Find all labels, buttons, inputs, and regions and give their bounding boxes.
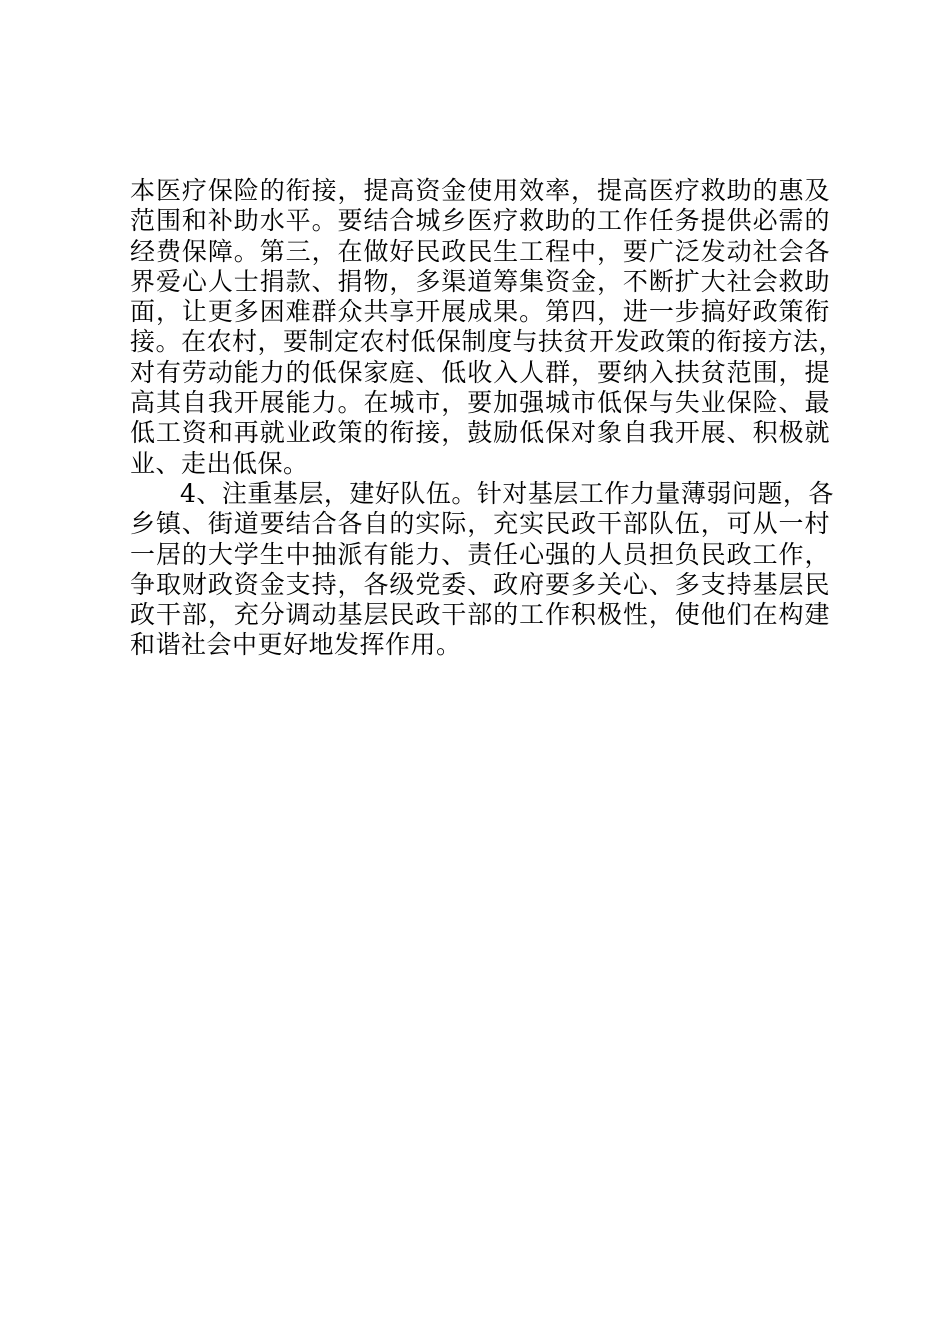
- text-line: 本医疗保险的衔接，提高资金使用效率，提高医疗救助的惠及: [130, 176, 830, 205]
- body-text: [130, 176, 845, 661]
- text-line: 面，让更多困难群众共享开展成果。第四，进一步搞好政策衔: [130, 297, 830, 327]
- text-line: 和谐社会中更好地发挥作用。: [130, 630, 462, 660]
- text-line: 政干部，充分调动基层民政干部的工作积极性，使他们在构建: [130, 600, 830, 630]
- text-line: 低工资和再就业政策的衔接，鼓励低保对象自我开展、积极就: [130, 418, 830, 448]
- text-line: 范围和补助水平。要结合城乡医疗救助的工作任务提供必需的: [130, 206, 830, 236]
- text-line: 经费保障。第三，在做好民政民生工程中，要广泛发动社会各: [130, 236, 830, 266]
- text-line: 对有劳动能力的低保家庭、低收入人群，要纳入扶贫范围，提: [130, 357, 830, 387]
- text-line: 一居的大学生中抽派有能力、责任心强的人员担负民政工作，: [130, 539, 830, 569]
- text-line: 业、走出低保。: [130, 448, 309, 478]
- text-line: 乡镇、街道要结合各自的实际，充实民政干部队伍，可从一村: [130, 509, 830, 539]
- paragraph-1: [130, 176, 845, 479]
- text-line: 4、注重基层，建好队伍。针对基层工作力量薄弱问题，各: [180, 478, 834, 508]
- text-line: 高其自我开展能力。在城市，要加强城市低保与失业保险、最: [130, 388, 830, 418]
- paragraph-2: [130, 478, 834, 661]
- text-line: 接。在农村，要制定农村低保制度与扶贫开发政策的衔接方法，: [130, 327, 845, 357]
- text-line: 争取财政资金支持，各级党委、政府要多关心、多支持基层民: [130, 569, 830, 599]
- text-line: 界爱心人士捐款、捐物，多渠道筹集资金，不断扩大社会救助: [130, 266, 830, 296]
